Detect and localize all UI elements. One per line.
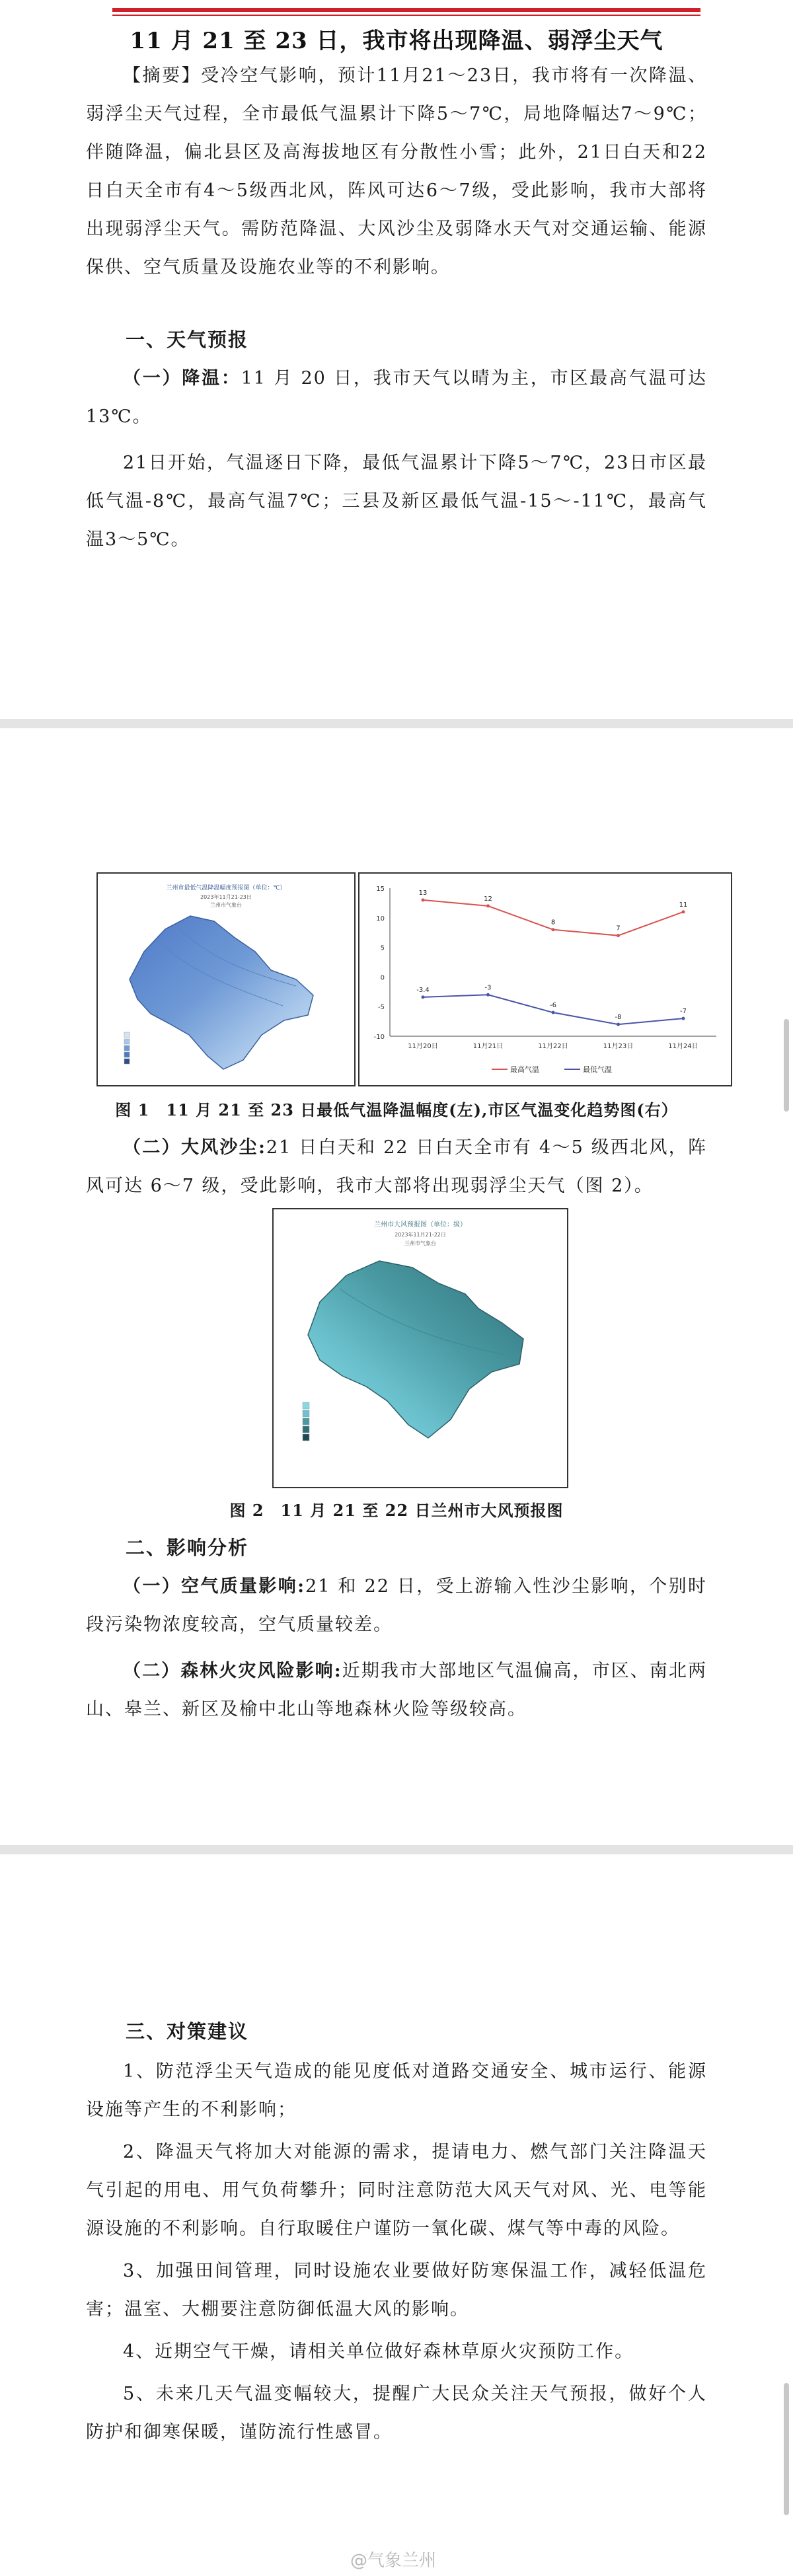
map1-subtitle: 2023年11月21-23日 — [200, 894, 252, 900]
cooling-detail: 21日开始，气温逐日下降，最低气温累计下降5～7℃，23日市区最低气温-8℃，最高气温7℃；三县及新区最低气温-15～-11℃，最高气温3～5℃。 — [86, 453, 707, 550]
wind-text: 21 日白天和 22 日白天全市有 4～5 级西北风，阵风可达 6～7 级，受此影响，我市大部将出现弱浮尘天气（图 2）。 — [86, 1137, 708, 1196]
suggestion-item: 3、加强田间管理，同时设施农业要做好防寒保温工作，减轻低温危害；温室、大棚要注意防御低温大风的影响。 — [86, 2261, 707, 2320]
scrollbar-thumb-lower[interactable] — [784, 2383, 789, 2515]
air-quality-text: 21 和 22 日，受上游输入性沙尘影响，个别时段污染物浓度较高，空气质量较差。 — [86, 1576, 707, 1635]
section-3-heading: 三、对策建议 — [126, 2020, 249, 2043]
data-point — [617, 934, 620, 937]
data-label: -3 — [484, 984, 492, 992]
data-label: -3.4 — [416, 986, 430, 994]
suggestion-item: 5、未来几天气温变幅较大，提醒广大民众关注天气预报，做好个人防护和御寒保暖，谨防流行性感冒。 — [86, 2384, 707, 2443]
suggestion-item: 4、近期空气干燥，请相关单位做好森林草原火灾预防工作。 — [123, 2341, 634, 2362]
x-tick-label: 11月23日 — [603, 1043, 634, 1050]
data-label: -6 — [550, 1002, 556, 1010]
temperature-trend-chart — [359, 874, 731, 1085]
legend-label: 最低气温 — [583, 1065, 612, 1074]
cooling-text: 11 月 20 日，我市天气以晴为主，市区最高气温可达 13℃。 — [86, 368, 708, 427]
series-line-min — [423, 995, 683, 1024]
y-tick-label: 0 — [380, 974, 385, 982]
section-2-body — [86, 1568, 707, 1729]
map2-title: 兰州市大风预报图（单位：级） — [374, 1221, 467, 1229]
data-label: 8 — [550, 919, 556, 927]
section-1-wind — [86, 1129, 707, 1205]
page-1 — [0, 0, 793, 724]
data-point — [682, 1017, 685, 1020]
abstract-label: 【摘要】 — [123, 65, 202, 86]
map2-subtitle: 2023年11月21-22日 — [395, 1232, 446, 1238]
map2-org: 兰州市气象台 — [404, 1240, 436, 1246]
data-label: 13 — [418, 889, 428, 897]
fig2-map-frame — [272, 1208, 568, 1488]
page-2 — [0, 728, 793, 1845]
section-1-heading: 一、天气预报 — [126, 328, 249, 351]
data-point — [486, 904, 490, 907]
x-tick-label: 11月20日 — [408, 1043, 438, 1050]
data-label: -7 — [680, 1008, 687, 1016]
section-1-cooling — [86, 360, 707, 559]
data-label: 12 — [484, 895, 492, 903]
x-tick-label: 11月22日 — [538, 1043, 568, 1050]
data-point — [486, 993, 490, 997]
abstract-text: 受冷空气影响，预计11月21～23日，我市将有一次降温、弱浮尘天气过程，全市最低气温累计下降5～7℃，局地降幅达7～9℃；伴随降温，偏北县区及高海拔地区有分散性小雪；此外，21日白天和22日白天全市有4～5级西北风，阵风可达6～7级，受此影响，我市大部将出现弱浮尘天气。需防范降温、大风沙尘及弱降水天气对交通运输、能源保供、空气质量及设施农业等的不利影响。 — [86, 65, 707, 278]
map2-region — [308, 1261, 523, 1438]
suggestion-item: 2、降温天气将加大对能源的需求，提请电力、燃气部门关注降温天气引起的用电、用气负荷攀升；同时注意防范大风天气对风、光、电等能源设施的不利影响。自行取暖住户谨防一氧化碳、煤气等中毒的风险。 — [86, 2142, 707, 2239]
data-point — [422, 898, 425, 901]
abstract — [86, 57, 707, 287]
data-label: -8 — [615, 1014, 622, 1022]
cooling-map — [98, 874, 354, 1085]
section-3-list — [86, 2053, 707, 2452]
data-point — [422, 995, 425, 999]
x-tick-label: 11月24日 — [668, 1043, 699, 1050]
page-separator — [0, 1845, 793, 1854]
wind-label: （二）大风沙尘: — [123, 1137, 266, 1158]
legend-label: 最高气温 — [510, 1065, 539, 1074]
map1-region — [130, 916, 313, 1069]
figure-1-caption: 图 1 11 月 21 至 23 日最低气温降温幅度(左),市区气温变化趋势图(右） — [115, 1100, 678, 1119]
scrollbar-thumb[interactable] — [784, 1019, 789, 1112]
air-quality-label: （一）空气质量影响: — [123, 1576, 306, 1597]
y-tick-label: -5 — [378, 1004, 385, 1012]
data-point — [682, 910, 685, 913]
map1-legend — [124, 1032, 130, 1064]
page-3 — [0, 1854, 793, 2576]
data-point — [552, 928, 555, 931]
fire-risk-text: 近期我市大部地区气温偏高，市区、南北两山、皋兰、新区及榆中北山等地森林火险等级较高。 — [86, 1661, 708, 1720]
map1-title: 兰州市最低气温降温幅度预报图（单位：℃） — [166, 885, 286, 891]
header-red-rule-thin — [112, 15, 700, 16]
x-tick-label: 11月21日 — [472, 1043, 504, 1050]
data-label: 7 — [616, 925, 621, 932]
page-separator — [0, 719, 793, 728]
y-tick-label: -10 — [373, 1034, 385, 1041]
fire-risk-label: （二）森林火灾风险影响: — [123, 1661, 342, 1681]
header-red-rule — [112, 8, 700, 12]
suggestion-item: 1、防范浮尘天气造成的能见度低对道路交通安全、城市运行、能源设施等产生的不利影响； — [86, 2061, 707, 2120]
section-2-heading: 二、影响分析 — [126, 1536, 249, 1559]
watermark: @气象兰州 — [350, 2551, 437, 2571]
fig1-chart-frame — [358, 872, 732, 1086]
y-tick-label: 15 — [376, 886, 385, 893]
document-title: 11 月 21 至 23 日，我市将出现降温、弱浮尘天气 — [130, 28, 663, 54]
y-tick-label: 5 — [380, 944, 385, 952]
figure-2-caption: 图 2 11 月 21 至 22 日兰州市大风预报图 — [229, 1501, 564, 1520]
map1-org: 兰州市气象台 — [210, 902, 242, 908]
cooling-label: （一）降温： — [123, 368, 241, 389]
fig1-map-frame — [96, 872, 356, 1086]
data-point — [617, 1023, 620, 1026]
map2-legend — [303, 1402, 309, 1441]
data-point — [552, 1011, 555, 1014]
y-tick-label: 10 — [376, 915, 385, 923]
wind-forecast-map — [274, 1209, 567, 1487]
data-label: 11 — [679, 901, 688, 909]
